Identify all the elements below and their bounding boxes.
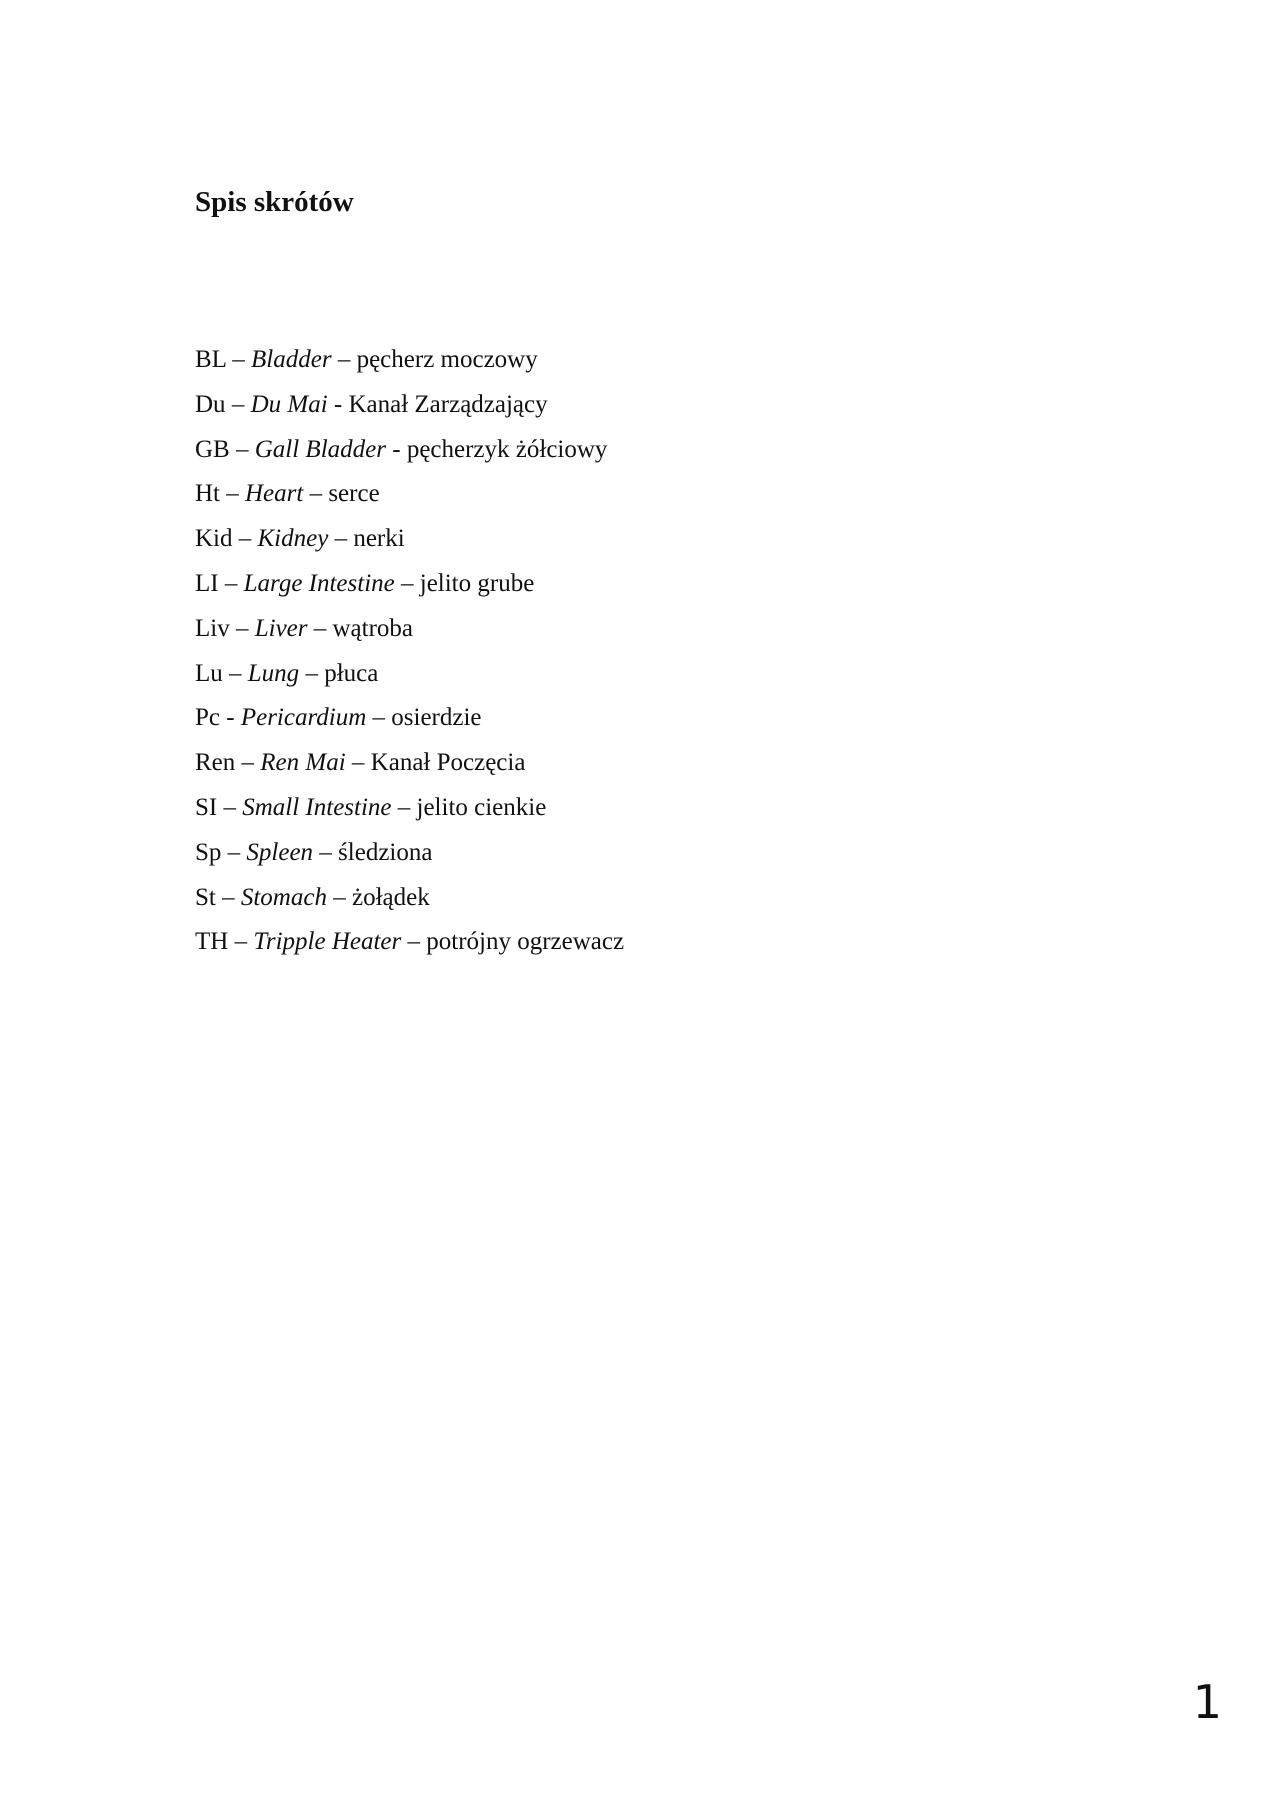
abbreviation-name: Large Intestine xyxy=(243,569,395,597)
abbreviation-meaning: nerki xyxy=(353,525,405,553)
abbreviation-code: Liv xyxy=(195,614,230,642)
separator: – xyxy=(218,569,244,597)
abbreviation-meaning: pęcherzyk żółciowy xyxy=(406,435,608,463)
abbreviation-name: Ren Mai xyxy=(260,749,346,777)
abbreviation-meaning: Kanał Zarządzający xyxy=(348,390,548,418)
abbreviation-code: SI xyxy=(195,793,218,821)
abbreviation-item xyxy=(195,562,624,607)
separator: – xyxy=(331,346,357,373)
abbreviation-item xyxy=(195,831,624,876)
separator: – xyxy=(235,749,261,777)
separator: – xyxy=(225,390,251,418)
separator: – xyxy=(229,435,255,463)
abbreviation-name: Liver xyxy=(254,614,308,642)
abbreviation-meaning: osierdzie xyxy=(391,704,482,732)
abbreviation-code: Ht xyxy=(195,480,220,508)
abbreviation-code: St xyxy=(195,883,216,911)
abbreviation-code: Lu xyxy=(195,659,223,687)
abbreviation-code: GB xyxy=(195,435,230,463)
abbreviation-meaning: żołądek xyxy=(351,883,430,911)
abbreviation-item xyxy=(195,652,624,697)
abbreviation-item xyxy=(195,876,624,921)
abbreviation-meaning: jelito grube xyxy=(419,569,535,597)
separator: – xyxy=(307,614,333,642)
separator: - xyxy=(385,435,407,463)
abbreviation-name: Stomach xyxy=(240,883,327,911)
abbreviation-item xyxy=(195,338,624,383)
page-heading: Spis skrótów xyxy=(195,186,354,218)
abbreviation-code: Sp xyxy=(195,838,222,866)
page-number: 1 xyxy=(1192,1675,1222,1729)
separator: – xyxy=(401,928,427,956)
separator: – xyxy=(232,525,258,553)
abbreviation-name: Gall Bladder xyxy=(254,435,386,463)
abbreviation-name: Lung xyxy=(247,659,300,687)
abbreviation-name: Bladder xyxy=(251,346,332,373)
separator: – xyxy=(326,883,352,911)
abbreviation-code: Kid xyxy=(195,525,233,553)
abbreviation-item xyxy=(195,517,624,562)
separator: – xyxy=(220,480,245,508)
separator: - xyxy=(220,704,241,732)
abbreviation-name: Pericardium xyxy=(240,704,367,732)
abbreviation-item xyxy=(195,696,624,741)
separator: – xyxy=(226,346,252,373)
abbreviation-item xyxy=(195,472,624,517)
separator: – xyxy=(303,480,329,508)
separator: – xyxy=(345,749,371,777)
abbreviation-name: Tripple Heater xyxy=(253,928,402,956)
separator: – xyxy=(222,659,248,687)
abbreviation-item xyxy=(195,607,624,652)
abbreviation-name: Spleen xyxy=(246,838,314,866)
abbreviation-item xyxy=(195,920,624,965)
abbreviation-meaning: pęcherz moczowy xyxy=(356,346,538,373)
abbreviation-code: Du xyxy=(195,390,226,418)
separator: – xyxy=(299,659,325,687)
separator: – xyxy=(217,793,243,821)
abbreviation-meaning: jelito cienkie xyxy=(416,793,547,821)
separator: – xyxy=(394,569,420,597)
separator: – xyxy=(391,793,417,821)
separator: – xyxy=(228,928,254,956)
abbreviation-meaning: serce xyxy=(328,480,380,508)
abbreviation-code: TH xyxy=(195,928,229,956)
separator: - xyxy=(327,390,349,418)
abbreviation-code: BL xyxy=(195,346,227,373)
abbreviation-name: Kidney xyxy=(257,525,329,553)
abbreviation-item xyxy=(195,428,624,473)
separator: – xyxy=(328,525,354,553)
abbreviation-meaning: płuca xyxy=(324,659,379,687)
abbreviation-name: Heart xyxy=(245,480,304,508)
abbreviation-name: Small Intestine xyxy=(242,793,392,821)
abbreviation-list xyxy=(195,338,624,965)
separator: – xyxy=(366,704,392,732)
abbreviation-item xyxy=(195,383,624,428)
abbreviation-code: Pc xyxy=(195,704,220,732)
separator: – xyxy=(229,614,255,642)
abbreviation-code: LI xyxy=(195,569,219,597)
abbreviation-item xyxy=(195,741,624,786)
abbreviation-meaning: śledziona xyxy=(338,838,433,866)
abbreviation-name: Du Mai xyxy=(250,390,328,418)
abbreviation-meaning: potrójny ogrzewacz xyxy=(426,928,625,956)
abbreviation-item xyxy=(195,786,624,831)
abbreviation-meaning: Kanał Poczęcia xyxy=(370,749,526,777)
separator: – xyxy=(313,838,339,866)
abbreviation-meaning: wątroba xyxy=(332,614,414,642)
abbreviation-code: Ren xyxy=(195,749,236,777)
separator: – xyxy=(215,883,241,911)
separator: – xyxy=(221,838,247,866)
